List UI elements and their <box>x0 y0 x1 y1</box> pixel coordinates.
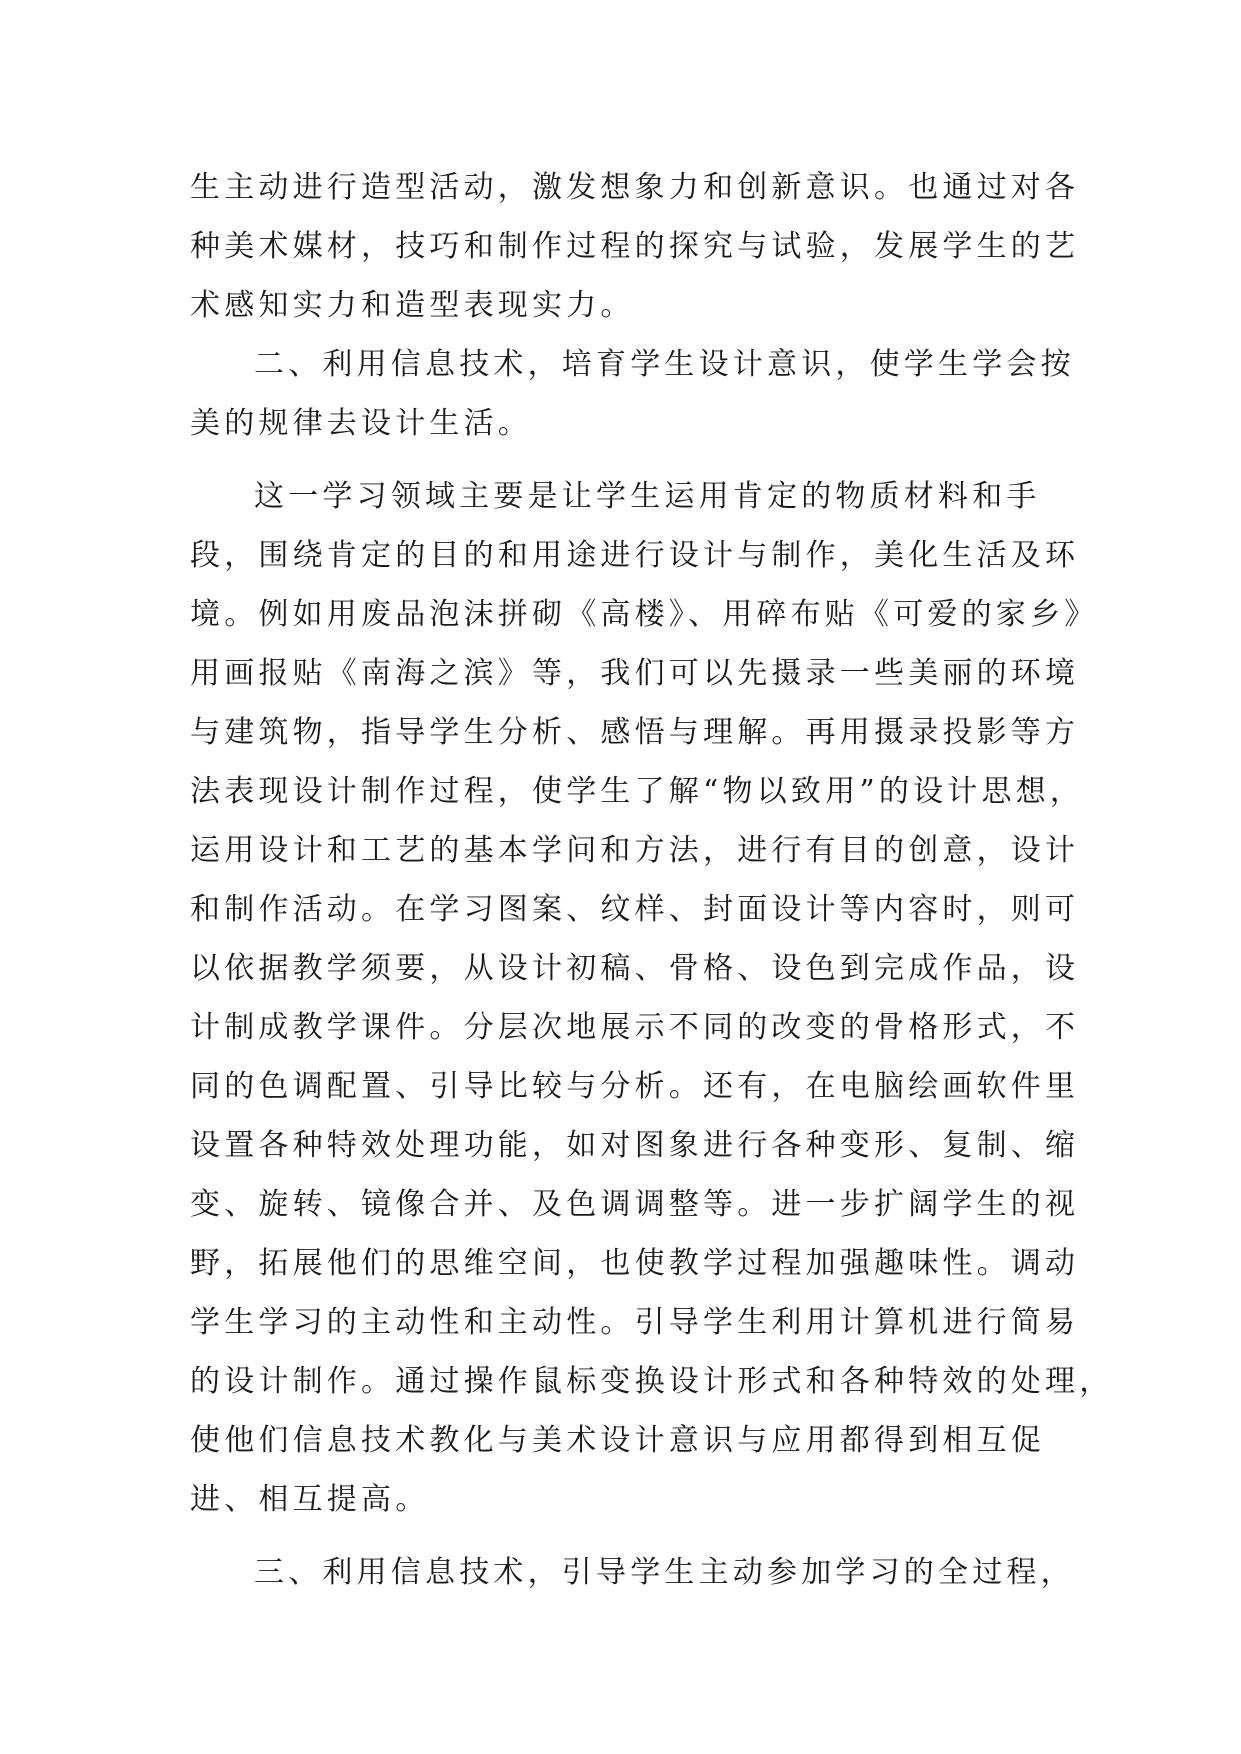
section-heading-line: 二、利用信息技术，培育学生设计意识，使学生学会按 <box>254 347 1075 382</box>
text-line: 以依据教学须要，从设计初稿、骨格、设色到完成作品，设 <box>190 951 1080 986</box>
text-line: 这一学习领域主要是让学生运用肯定的物质材料和手 <box>254 479 1041 514</box>
text-line: 和制作活动。在学习图案、纹样、封面设计等内容时，则可 <box>190 892 1080 927</box>
text-line: 段，围绕肯定的目的和用途进行设计与制作，美化生活及环 <box>190 538 1080 573</box>
text-line: 种美术媒材，技巧和制作过程的探究与试验，发展学生的艺 <box>190 229 1080 264</box>
text-line: 变、旋转、镜像合并、及色调调整等。进一步扩阔学生的视 <box>190 1187 1080 1222</box>
text-line: 术感知实力和造型表现实力。 <box>190 288 635 323</box>
document-body <box>190 158 1114 1602</box>
text-line: 野，拓展他们的思维空间，也使教学过程加强趣味性。调动 <box>190 1246 1080 1281</box>
text-line: 使他们信息技术教化与美术设计意识与应用都得到相互促 <box>190 1423 1045 1458</box>
text-line: 用画报贴《南海之滨》等，我们可以先摄录一些美丽的环境 <box>190 656 1080 691</box>
section-heading-line: 三、利用信息技术，引导学生主动参加学习的全过程， <box>254 1555 1075 1590</box>
text-line: 计制成教学课件。分层次地展示不同的改变的骨格形式，不 <box>190 1010 1080 1045</box>
text-line: 同的色调配置、引导比较与分析。还有，在电脑绘画软件里 <box>190 1069 1080 1104</box>
text-line: 境。例如用废品泡沫拼砌《高楼》、用碎布贴《可爱的家乡》 <box>190 597 1099 632</box>
text-line: 运用设计和工艺的基本学问和方法，进行有目的创意，设计 <box>190 833 1080 868</box>
section-heading-line: 美的规律去设计生活。 <box>190 406 532 441</box>
text-line: 学生学习的主动性和主动性。引导学生利用计算机进行简易 <box>190 1305 1080 1340</box>
text-line: 进、相互提高。 <box>190 1482 430 1517</box>
text-line: 与建筑物，指导学生分析、感悟与理解。再用摄录投影等方 <box>190 715 1080 750</box>
text-line: 生主动进行造型活动，激发想象力和创新意识。也通过对各 <box>190 170 1080 205</box>
text-line: 设置各种特效处理功能，如对图象进行各种变形、复制、缩 <box>190 1128 1080 1163</box>
text-line: 法表现设计制作过程，使学生了解“物以致用”的设计思想， <box>190 774 1085 809</box>
text-line: 的设计制作。通过操作鼠标变换设计形式和各种特效的处理， <box>190 1364 1114 1399</box>
